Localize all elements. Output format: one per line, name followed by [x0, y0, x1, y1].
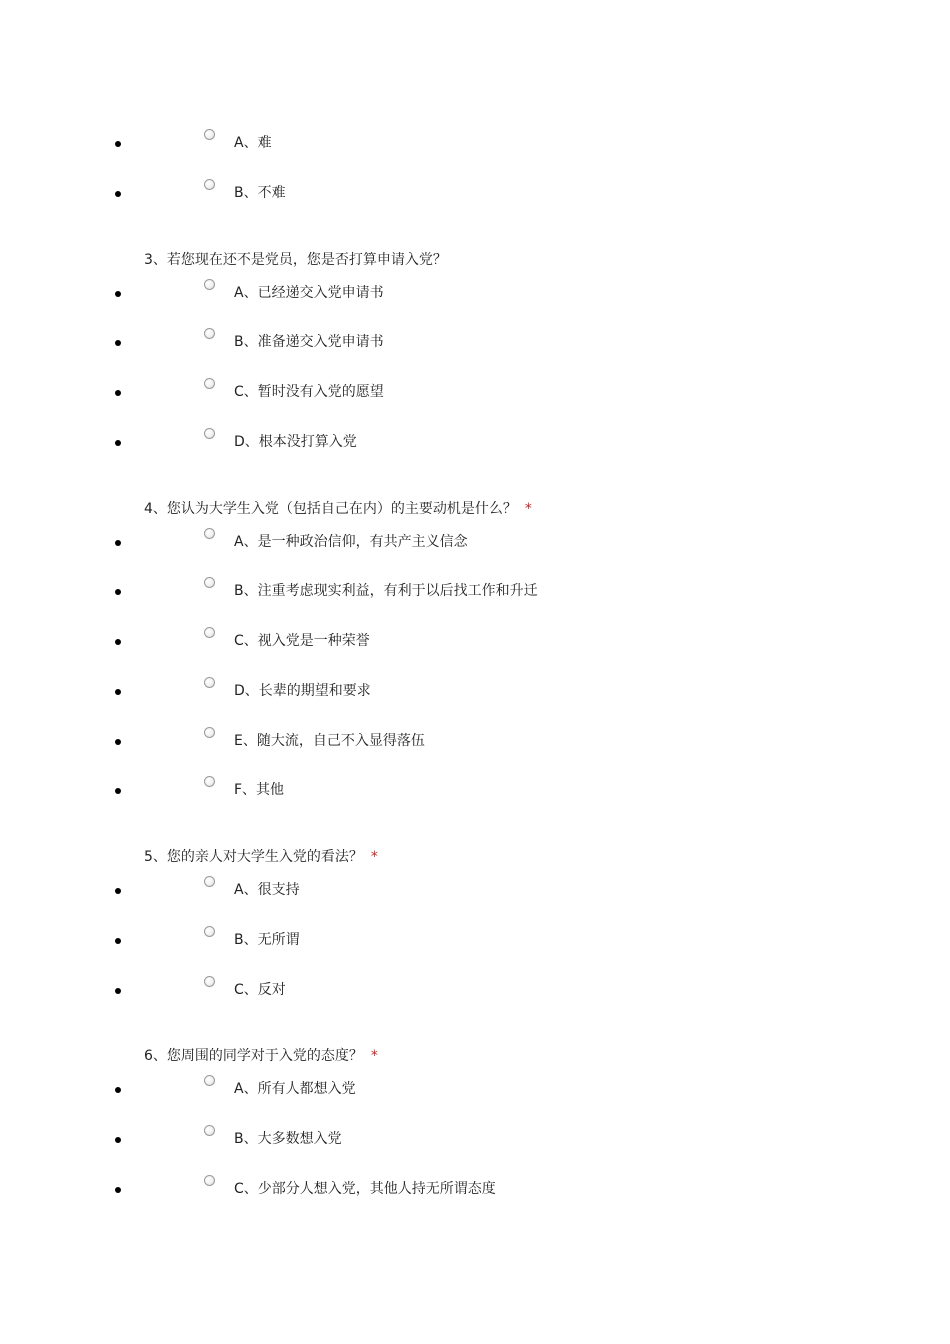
- question-text: 5、您的亲人对大学生入党的看法？: [144, 849, 363, 865]
- radio-button[interactable]: [204, 677, 215, 688]
- list-item: [0, 282, 950, 306]
- bullet: [115, 390, 121, 396]
- list-item: [0, 331, 950, 355]
- bullet: [115, 291, 121, 297]
- bullet: [115, 191, 121, 197]
- question-text: 4、您认为大学生入党（包括自己在内）的主要动机是什么？: [144, 501, 517, 517]
- question-text: 3、若您现在还不是党员，您是否打算申请入党？: [144, 252, 447, 268]
- option-label: A、难: [234, 135, 272, 151]
- option-label: C、少部分人想入党，其他人持无所谓态度: [234, 1181, 496, 1197]
- radio-button[interactable]: [204, 1125, 215, 1136]
- list-item: [0, 182, 950, 206]
- radio-button[interactable]: [204, 627, 215, 638]
- required-mark: *: [370, 1048, 378, 1064]
- option-label: F、其他: [234, 782, 285, 798]
- radio-button[interactable]: [204, 428, 215, 439]
- bullet: [115, 340, 121, 346]
- bullet: [115, 589, 121, 595]
- list-item: [0, 730, 950, 754]
- option-label: A、是一种政治信仰，有共产主义信念: [234, 534, 468, 550]
- radio-button[interactable]: [204, 528, 215, 539]
- option-label: B、注重考虑现实利益，有利于以后找工作和升迁: [234, 583, 538, 599]
- radio-button[interactable]: [204, 776, 215, 787]
- bullet: [115, 988, 121, 994]
- bullet: [115, 788, 121, 794]
- option-label: A、很支持: [234, 882, 300, 898]
- bullet: [115, 1187, 121, 1193]
- radio-button[interactable]: [204, 577, 215, 588]
- radio-button[interactable]: [204, 279, 215, 290]
- bullet: [115, 1087, 121, 1093]
- list-item: [0, 580, 950, 604]
- question-title: [144, 500, 532, 522]
- list-item: [0, 431, 950, 455]
- option-label: C、反对: [234, 982, 286, 998]
- option-label: C、暂时没有入党的愿望: [234, 384, 384, 400]
- option-label: B、大多数想入党: [234, 1131, 342, 1147]
- bullet: [115, 888, 121, 894]
- list-item: [0, 680, 950, 704]
- question-title: [144, 251, 447, 273]
- list-item: [0, 1128, 950, 1152]
- question-title: [144, 848, 378, 870]
- radio-button[interactable]: [204, 926, 215, 937]
- list-item: [0, 779, 950, 803]
- radio-button[interactable]: [204, 1075, 215, 1086]
- radio-button[interactable]: [204, 328, 215, 339]
- option-label: D、根本没打算入党: [234, 434, 357, 450]
- option-label: B、不难: [234, 185, 286, 201]
- radio-button[interactable]: [204, 976, 215, 987]
- list-item: [0, 979, 950, 1003]
- bullet: [115, 540, 121, 546]
- bullet: [115, 739, 121, 745]
- question-title: [144, 1047, 378, 1069]
- option-label: B、无所谓: [234, 932, 300, 948]
- bullet: [115, 639, 121, 645]
- bullet: [115, 440, 121, 446]
- bullet: [115, 689, 121, 695]
- radio-button[interactable]: [204, 727, 215, 738]
- bullet: [115, 141, 121, 147]
- list-item: [0, 879, 950, 903]
- list-item: [0, 531, 950, 555]
- radio-button[interactable]: [204, 876, 215, 887]
- list-item: [0, 630, 950, 654]
- radio-button[interactable]: [204, 179, 215, 190]
- required-mark: *: [370, 849, 378, 865]
- option-label: A、已经递交入党申请书: [234, 285, 384, 301]
- option-label: C、视入党是一种荣誉: [234, 633, 370, 649]
- option-label: D、长辈的期望和要求: [234, 683, 371, 699]
- option-label: A、所有人都想入党: [234, 1081, 356, 1097]
- option-label: E、随大流，自己不入显得落伍: [234, 733, 425, 749]
- radio-button[interactable]: [204, 378, 215, 389]
- bullet: [115, 938, 121, 944]
- list-item: [0, 929, 950, 953]
- question-text: 6、您周围的同学对于入党的态度？: [144, 1048, 363, 1064]
- radio-button[interactable]: [204, 129, 215, 140]
- list-item: [0, 132, 950, 156]
- radio-button[interactable]: [204, 1175, 215, 1186]
- list-item: [0, 1178, 950, 1202]
- bullet: [115, 1137, 121, 1143]
- list-item: [0, 381, 950, 405]
- required-mark: *: [524, 501, 532, 517]
- option-label: B、准备递交入党申请书: [234, 334, 384, 350]
- list-item: [0, 1078, 950, 1102]
